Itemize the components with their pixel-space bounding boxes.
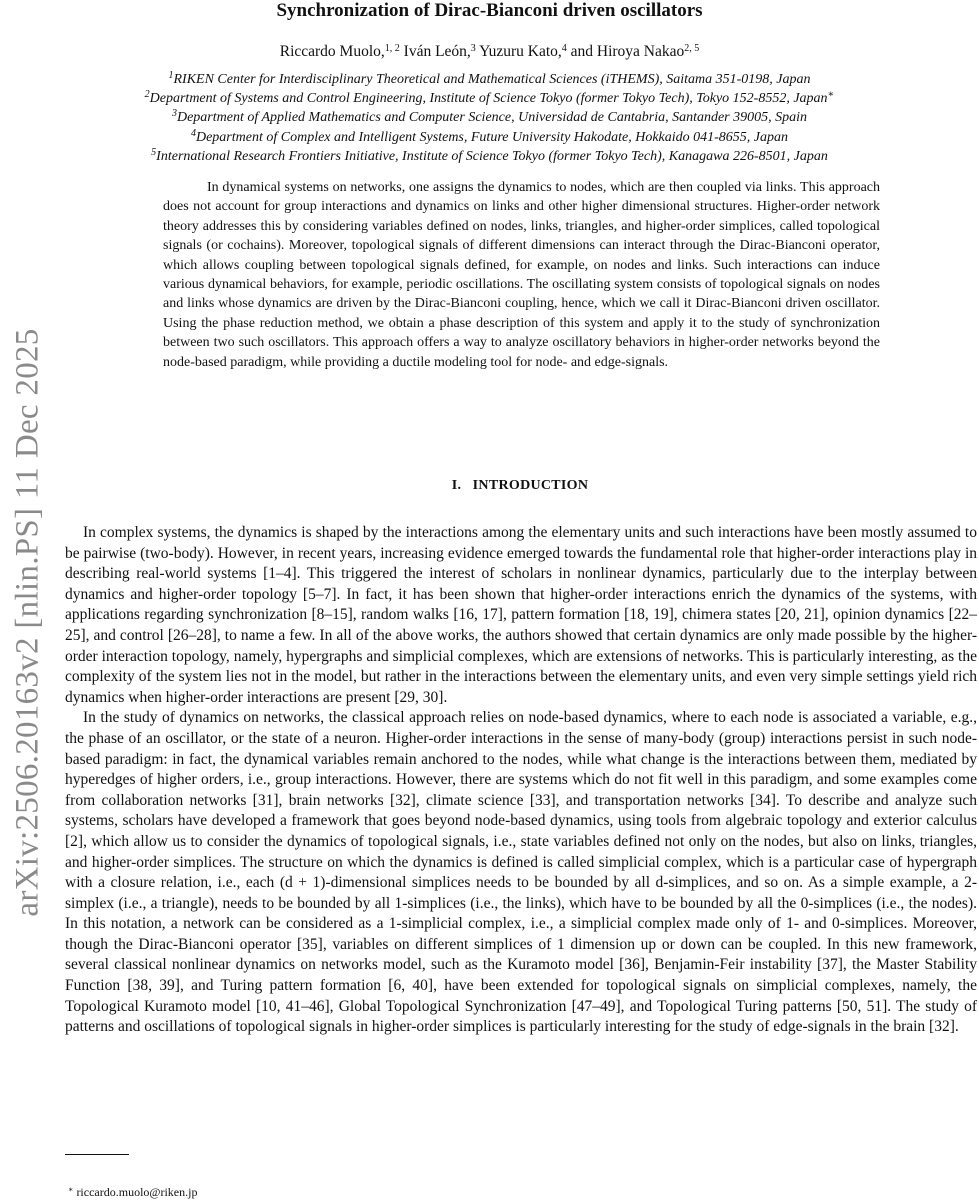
affiliation <box>0 128 979 147</box>
introduction-body <box>65 523 977 1038</box>
author-name: Riccardo Muolo, <box>279 43 385 60</box>
body-paragraph: In the study of dynamics on networks, the classical approach relies on node-based dynamics, where to each node is associated a variable, e.g., the phase of an oscillator, or the state of a neuron. Higher-order interactions in the sense of many-body (group) interactions persist in such node-based paradigm: in fact, the dynamical variables remain anchored to the nodes, while what change is the interactions between them, mediated by hyperedges of higher orders, i.e., group interactions. However, there are systems which do not fit well in this paradigm, and some examples come from collaboration networks [31], brain networks [32], climate science [33], and transportation networks [34]. To describe and analyze such systems, scholars have developed a framework that goes beyond node-based dynamics, using tools from algebraic topology and exterior calculus [2], which allow us to consider the dynamics of topological signals, i.e., state variables defined not only on the nodes, but also on links, triangles, and higher-order simplices. The structure on which the dynamics is defined is called simplicial complex, which is a particular case of hypergraph with a closure relation, i.e., each (d + 1)-dimensional simplices needs to be bounded by all d-simplices, and so on. As a simple example, a 2-simplex (i.e., a triangle), needs to be bounded by all 1-simplices (i.e., the links), which have to be bounded by all the 0-simplices (i.e., the nodes). In this notation, a network can be considered as a 1-simplicial complex, i.e., a simplicial complex made only of 1- and 0-simplices. Moreover, though the Dirac-Bianconi operator [35], variables on different simplices of 1 dimension up or down can be coupled. In this new framework, several classical nonlinear dynamics on networks model, such as the Kuramoto model [36], Benjamin-Feir instability [37], the Master Stability Function [38, 39], and Turing pattern formation [6, 40], have been extended for topological signals on simplicial complexes, namely, the Topological Kuramoto model [10, 41–46], Global Topological Synchronization [47–49], and Topological Turing patterns [50, 51]. The study of patterns and oscillations of topological signals in higher-order simplices is particularly interesting for the study of edge-signals in the brain [32]. <box>65 709 977 1036</box>
author-list <box>0 42 979 62</box>
footnote-mark: ∗ <box>68 1185 74 1194</box>
arxiv-identifier-stamp: arXiv:2506.20163v2 [nlin.PS] 11 Dec 2025 <box>9 328 46 917</box>
section-number: I. <box>451 478 462 493</box>
affiliation-mark: 3 <box>171 108 177 120</box>
author-name: Iván León, <box>403 43 471 60</box>
author-name: and Hiroya Nakao <box>570 43 685 60</box>
affiliation <box>0 70 979 89</box>
footnote <box>68 1183 197 1199</box>
affiliation-text: Department of Systems and Control Engineering, Institute of Science Tokyo (former Tokyo Tech), Tokyo 152-8552, Japan <box>149 91 828 107</box>
affiliation <box>0 108 979 127</box>
affiliation-text: Department of Complex and Intelligent Systems, Future University Hakodate, Hokkaido 041-8655, Japan <box>195 129 789 145</box>
paper-title: Synchronization of Dirac-Bianconi driven oscillators <box>276 0 703 21</box>
affiliation <box>0 89 979 108</box>
affiliation-mark: 5 <box>151 146 157 158</box>
affiliation-mark: 4 <box>190 127 196 139</box>
author-affiliation-mark: 4 <box>561 43 567 54</box>
affiliation-mark: 2 <box>144 89 150 101</box>
author-affiliation-mark: 2, 5 <box>684 43 700 54</box>
affiliation <box>0 147 979 166</box>
section-title: INTRODUCTION <box>472 478 589 493</box>
footnote-divider <box>65 1154 129 1155</box>
abstract: In dynamical systems on networks, one assigns the dynamics to nodes, which are then coupled via links. This approach does not account for group interactions and dynamics on links and other higher dimensional structures. Higher-order network theory addresses this by considering variables defined on nodes, links, triangles, and higher-order simplices, called topological signals (or cochains). Moreover, topological signals of different dimensions can interact through the Dirac-Bianconi operator, which allows coupling between topological signals defined, for example, on nodes and links. Such interactions can induce various dynamical behaviors, for example, periodic oscillations. The oscillating system consists of topological signals on nodes and links whose dynamics are driven by the Dirac-Bianconi coupling, hence, which we call it Dirac-Bianconi driven oscillator. Using the phase reduction method, we obtain a phase description of this system and apply it to the study of synchronization between two such oscillators. This approach offers a way to analyze oscillatory behaviors in higher-order networks beyond the node-based paradigm, while providing a ductile modeling tool for node- and edge-signals. <box>163 180 880 370</box>
corresponding-email: riccardo.muolo@riken.jp <box>76 1185 198 1199</box>
affiliation-suffix: ∗ <box>827 89 835 101</box>
affiliation-text: International Research Frontiers Initiative, Institute of Science Tokyo (former Tokyo Tech), Kanagawa 226-8501, Japan <box>156 148 828 164</box>
affiliation-text: RIKEN Center for Interdisciplinary Theoretical and Mathematical Sciences (iTHEMS), Saitama 351-0198, Japan <box>173 72 811 87</box>
affiliation-text: Department of Applied Mathematics and Computer Science, Universidad de Cantabria, Santander 39005, Spain <box>176 110 808 126</box>
section-heading <box>0 478 979 494</box>
body-paragraph: In complex systems, the dynamics is shaped by the interactions among the elementary units and such interactions have been mostly assumed to be pairwise (two-body). However, in recent years, increasing evidence emerged towards the fundamental role that higher-order interactions play in describing real-world systems [1–4]. This triggered the interest of scholars in nonlinear dynamics, particularly due to the interplay between dynamics and higher-order topology [5–7]. In fact, it has been shown that higher-order interactions enrich the dynamics of the systems, with applications regarding synchronization [8–15], random walks [16, 17], pattern formation [18, 19], chimera states [20, 21], opinion dynamics [22–25], and control [26–28], to name a few. In all of the above works, the authors showed that certain dynamics are only made possible by the higher-order interaction topology, namely, hypergraphs and simplicial complexes, which are extensions of networks. This is particularly interesting, as the complexity of the system lies not in the model, but rather in the interactions between the elementary units, and even very simple settings yield rich dynamics when higher-order interactions are present [29, 30]. <box>65 524 977 706</box>
author-affiliation-mark: 3 <box>470 43 476 54</box>
affiliation-mark: 1 <box>168 70 174 81</box>
author-name: Yuzuru Kato, <box>479 43 562 60</box>
affiliation-list <box>0 70 979 166</box>
author-affiliation-mark: 1, 2 <box>384 43 400 54</box>
